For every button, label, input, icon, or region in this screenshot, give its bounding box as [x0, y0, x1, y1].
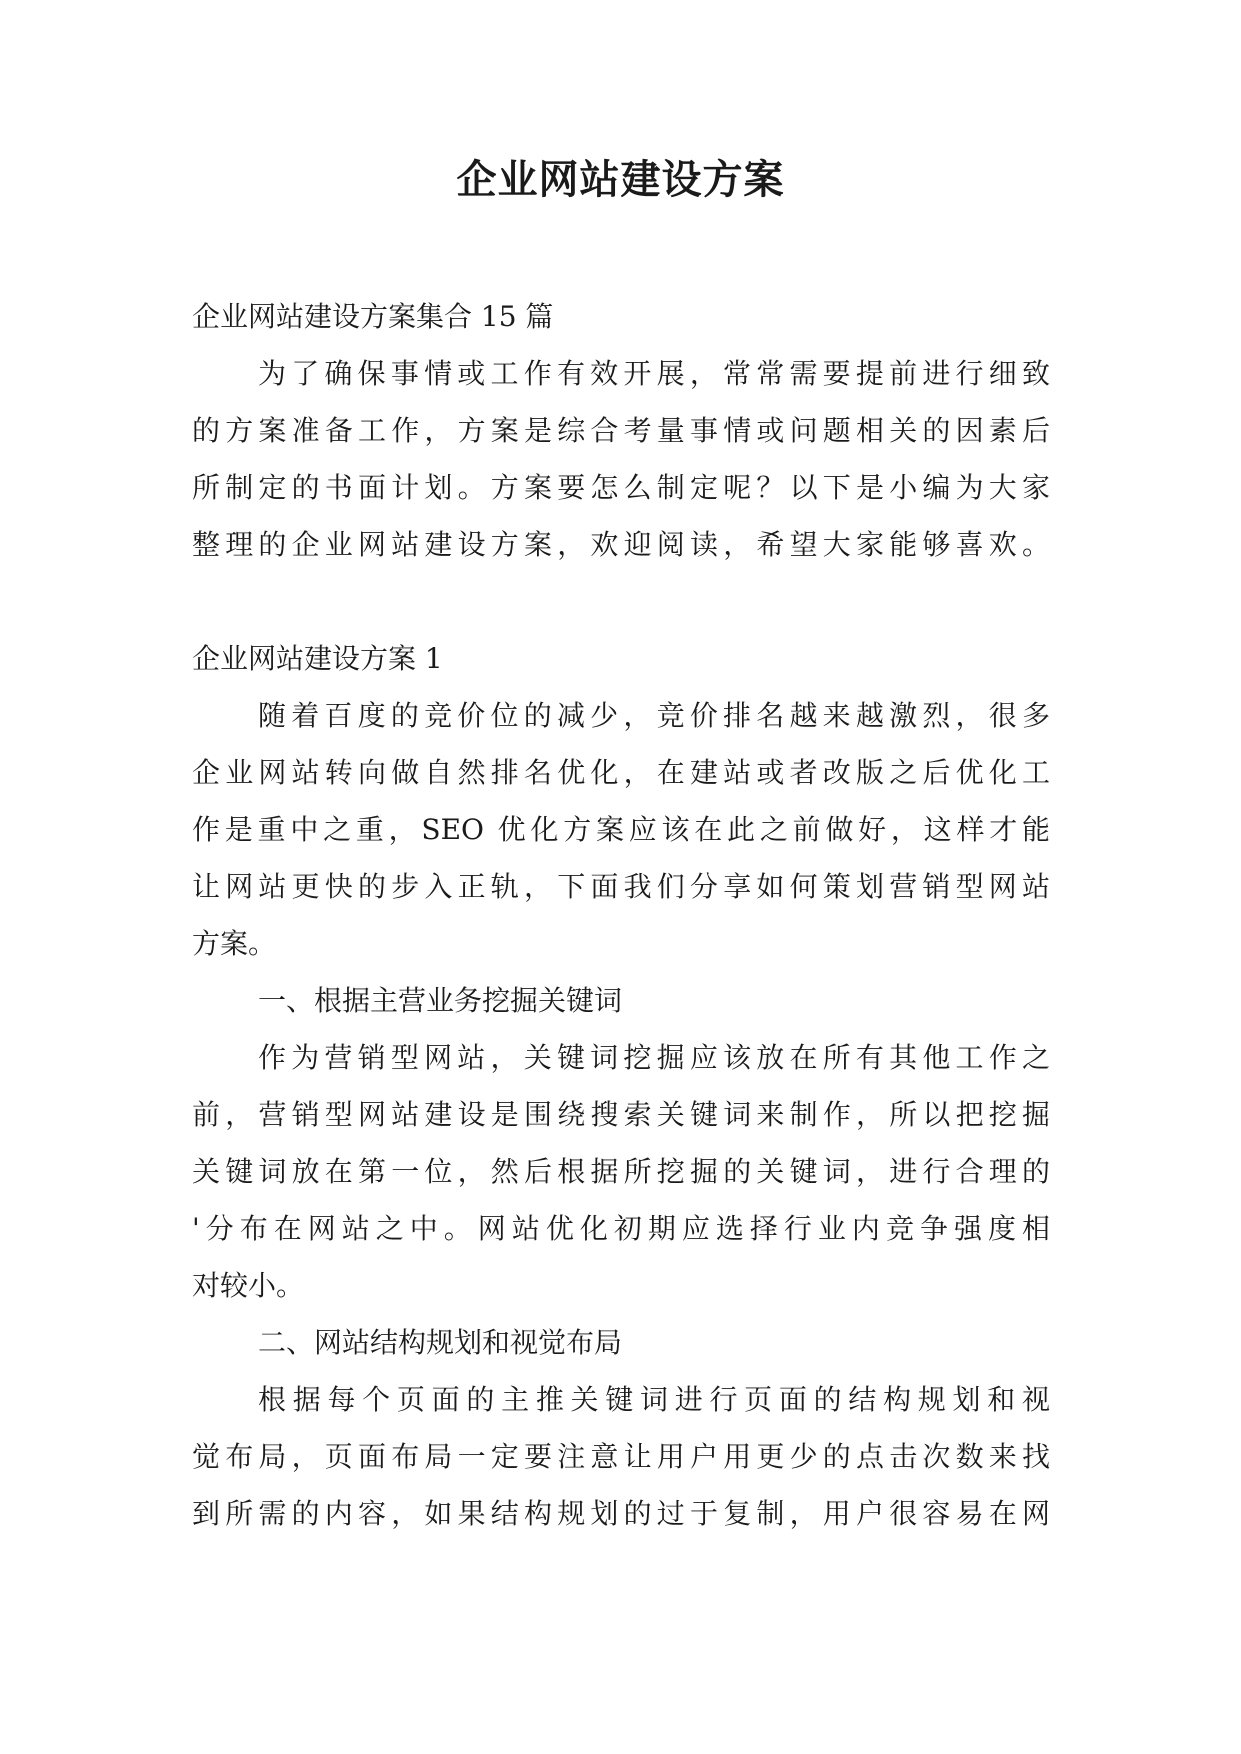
subheading: 一、根据主营业务挖掘关键词 — [258, 984, 623, 1017]
paragraph-line: 让网站更快的步入正轨，下面我们分享如何策划营销型网站 — [192, 870, 1050, 903]
intro-paragraph-line: 的方案准备工作，方案是综合考量事情或问题相关的因素后 — [192, 414, 1050, 447]
collection-subtitle: 企业网站建设方案集合 15 篇 — [192, 300, 554, 333]
paragraph-line: 企业网站转向做自然排名优化，在建站或者改版之后优化工 — [192, 756, 1050, 789]
section-heading: 企业网站建设方案 1 — [192, 642, 443, 675]
intro-paragraph-line: 为了确保事情或工作有效开展，常常需要提前进行细致 — [258, 357, 1050, 390]
paragraph-line: 方案。 — [192, 927, 277, 960]
intro-paragraph-line: 整理的企业网站建设方案，欢迎阅读，希望大家能够喜欢。 — [192, 528, 1050, 561]
document-title: 企业网站建设方案 — [456, 157, 785, 203]
paragraph-line: 觉布局，页面布局一定要注意让用户用更少的点击次数来找 — [192, 1440, 1050, 1473]
paragraph-line: 前，营销型网站建设是围绕搜索关键词来制作，所以把挖掘 — [192, 1098, 1050, 1131]
paragraph-line: 作是重中之重，SEO 优化方案应该在此之前做好，这样才能 — [192, 813, 1050, 846]
paragraph-line: 根据每个页面的主推关键词进行页面的结构规划和视 — [258, 1383, 1050, 1416]
paragraph-line: 随着百度的竞价位的减少，竞价排名越来越激烈，很多 — [258, 699, 1050, 732]
paragraph-line: 关键词放在第一位，然后根据所挖掘的关键词，进行合理的 — [192, 1155, 1050, 1188]
paragraph-line: '分布在网站之中。网站优化初期应选择行业内竞争强度相 — [192, 1212, 1050, 1245]
document-body — [192, 288, 1050, 1542]
paragraph-line: 到所需的内容，如果结构规划的过于复制，用户很容易在网 — [192, 1497, 1050, 1530]
paragraph-line: 作为营销型网站，关键词挖掘应该放在所有其他工作之 — [258, 1041, 1050, 1074]
intro-paragraph-line: 所制定的书面计划。方案要怎么制定呢？以下是小编为大家 — [192, 471, 1050, 504]
subheading: 二、网站结构规划和视觉布局 — [258, 1326, 623, 1359]
section-spacer — [192, 573, 1050, 630]
paragraph-line: 对较小。 — [192, 1269, 305, 1302]
